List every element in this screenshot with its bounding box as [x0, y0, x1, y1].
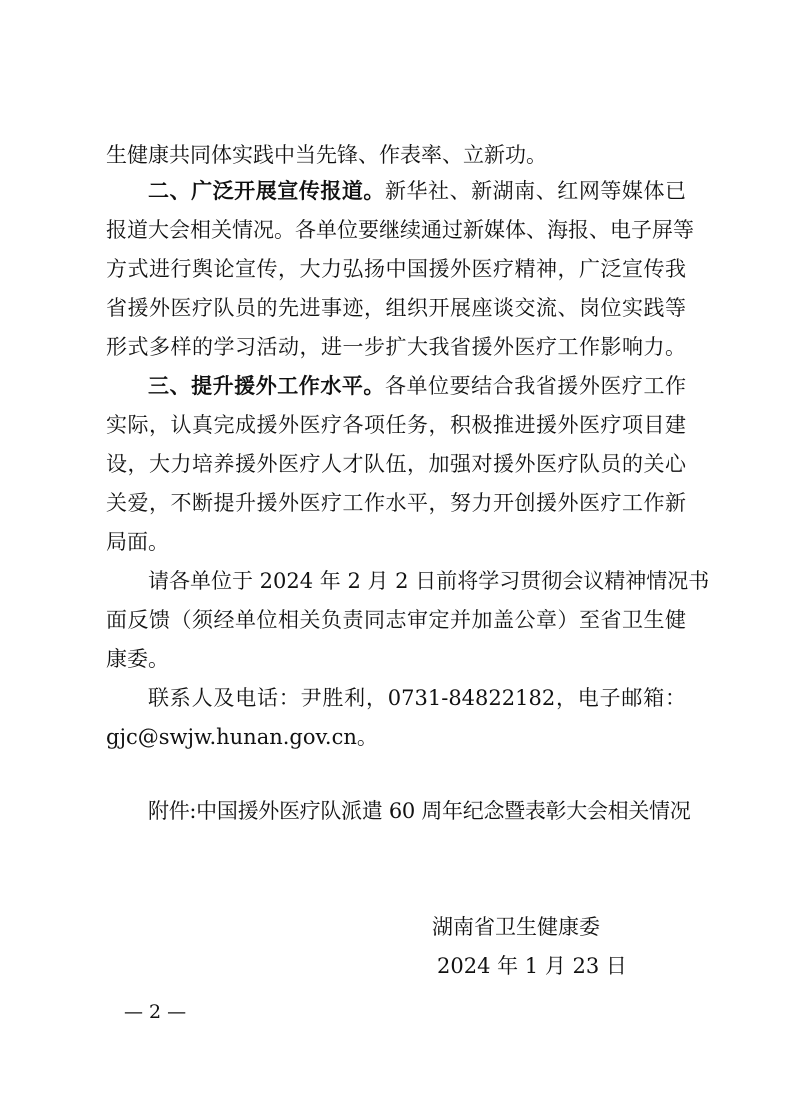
deadline-line-1: 请各单位于 2024 年 2 月 2 日前将学习贯彻会议精神情况书 — [148, 569, 710, 593]
body-line-6: 形式多样的学习活动，进一步扩大我省援外医疗工作影响力。 — [106, 335, 686, 359]
deadline-line-2: 面反馈（须经单位相关负责同志审定并加盖公章）至省卫生健 — [106, 608, 686, 632]
body-line-5: 省援外医疗队员的先进事迹，组织开展座谈交流、岗位实践等 — [106, 296, 686, 320]
body-line-1: 生健康共同体实践中当先锋、作表率、立新功。 — [106, 143, 547, 167]
body-line-3: 报道大会相关情况。各单位要继续通过新媒体、海报、电子屏等 — [106, 218, 694, 242]
section-three-first-line — [148, 371, 686, 401]
signature-org: 湖南省卫生健康委 — [432, 915, 600, 939]
body-line-9: 设，大力培养援外医疗人才队伍，加强对援外医疗队员的关心 — [106, 452, 686, 476]
body-line-8: 实际，认真完成援外医疗各项任务，积极推进援外医疗项目建 — [106, 413, 686, 437]
body-line-10: 关爱，不断提升援外医疗工作水平，努力开创援外医疗工作新 — [106, 491, 686, 515]
section-two-first-line — [148, 176, 686, 206]
body-line-4: 方式进行舆论宣传，大力弘扬中国援外医疗精神，广泛宣传我 — [106, 257, 686, 281]
deadline-line-3: 康委。 — [106, 647, 169, 671]
signature-date: 2024 年 1 月 23 日 — [437, 954, 627, 978]
section-three-heading: 三、提升援外工作水平。 — [148, 374, 385, 398]
contact-line: 联系人及电话：尹胜利，0731-84822182，电子邮箱： — [148, 686, 686, 710]
section-two-heading: 二、广泛开展宣传报道。 — [148, 179, 385, 203]
contact-email: gjc@swjw.hunan.gov.cn。 — [106, 725, 378, 749]
section-three-text: 各单位要结合我省援外医疗工作 — [384, 374, 687, 398]
attachment-line: 附件:中国援外医疗队派遣 60 周年纪念暨表彰大会相关情况 — [148, 799, 691, 823]
body-line-11: 局面。 — [106, 530, 169, 554]
page-number: — 2 — — [124, 1001, 187, 1023]
section-two-text: 新华社、新湖南、红网等媒体已 — [384, 179, 687, 203]
